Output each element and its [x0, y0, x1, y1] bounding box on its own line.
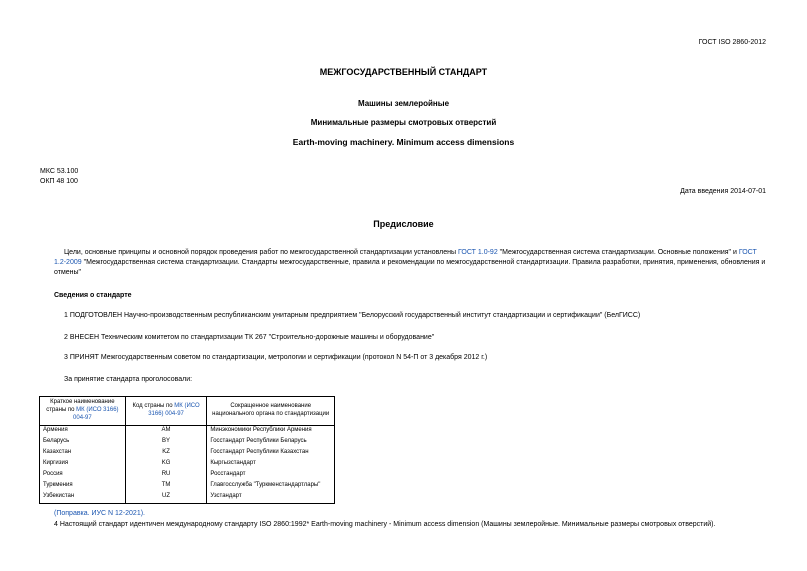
standard-info-heading: Сведения о стандарте	[54, 292, 132, 299]
body-cell: Госстандарт Республики Беларусь	[207, 437, 335, 448]
table-row	[40, 459, 335, 470]
country-cell: Россия	[40, 470, 126, 481]
title-ru-line-2: Минимальные размеры смотровых отверстий	[310, 118, 497, 127]
body-cell: Кыргызстандарт	[207, 459, 335, 470]
code-cell: BY	[125, 437, 207, 448]
code-cell: AM	[125, 426, 207, 438]
title-ru-line-1: Машины землеройные	[357, 99, 450, 108]
item-adopted: 3 ПРИНЯТ Межгосударственным советом по стандартизации, метрологии и сертификации (протокол N 54-П от 3 декабря 2012 г.)	[64, 354, 488, 361]
item-submitted: 2 ВНЕСЕН Техническим комитетом по стандартизации ТК 267 "Строительно-дорожные машины и оборудование"	[64, 334, 435, 341]
introduction-date: Дата введения 2014-07-01	[680, 188, 766, 195]
header-country-name	[40, 397, 126, 426]
table-row	[40, 470, 335, 481]
foreword-heading: Предисловие	[373, 219, 434, 229]
code-cell: UZ	[125, 492, 207, 504]
foreword-intro-paragraph	[54, 248, 770, 278]
header-standards-body: Сокращенное наименование национального органа по стандартизации	[207, 397, 335, 426]
country-cell: Киргизия	[40, 459, 126, 470]
votes-table-header-row	[40, 397, 335, 426]
code-cell: KZ	[125, 448, 207, 459]
country-cell: Казахстан	[40, 448, 126, 459]
intro-text-mid: "Межгосударственная система стандартизации. Основные положения" и	[497, 249, 739, 256]
country-cell: Беларусь	[40, 437, 126, 448]
votes-table	[39, 396, 335, 504]
body-cell: Минэкономики Республики Армения	[207, 426, 335, 438]
header-country-code	[125, 397, 207, 426]
code-cell: TM	[125, 481, 207, 492]
gost-1-2-2009-link[interactable]: ГОСТ 1.2-2009	[54, 249, 757, 267]
intro-text-after: "Межгосударственная система стандартизации. Стандарты межгосударственные, правила и рекомендации по межгосударственной стандартизации. Правила разработки, принятия, применения, обновления и отмены"	[54, 259, 766, 277]
body-cell: Главгосслужба "Туркменстандартлары"	[207, 481, 335, 492]
intro-text-before: Цели, основные принципы и основной порядок проведения работ по межгосударственной стандартизации установлены	[64, 249, 458, 256]
body-cell: Узстандарт	[207, 492, 335, 504]
table-row	[40, 426, 335, 438]
mk-iso-3166-code-link[interactable]: МК (ИСО 3166) 004-97	[148, 402, 200, 417]
okp-code: ОКП 48 100	[40, 178, 78, 185]
body-cell: Росстандарт	[207, 470, 335, 481]
title-en: Earth-moving machinery. Minimum access dimensions	[292, 137, 515, 147]
amendment-note	[54, 509, 770, 519]
table-row	[40, 437, 335, 448]
table-row	[40, 492, 335, 504]
table-row	[40, 481, 335, 492]
amendment-link[interactable]: (Поправка. ИУС N 12-2021).	[54, 510, 145, 517]
mk-iso-3166-link[interactable]: МК (ИСО 3166) 004-97	[73, 406, 119, 421]
header-country-text: Краткое наименование страны по	[46, 399, 115, 413]
item-identical-standard: 4 Настоящий стандарт идентичен международному стандарту ISO 2860:1992* Earth-moving machinery - Minimum access dimension (Машины землеройные. Минимальные размеры смотровых отверстий).	[54, 521, 716, 528]
gost-1-0-92-link[interactable]: ГОСТ 1.0-92	[457, 249, 498, 256]
body-cell: Госстандарт Республики Казахстан	[207, 448, 335, 459]
country-cell: Узбекистан	[40, 492, 126, 504]
votes-intro: За принятие стандарта проголосовали:	[64, 376, 193, 383]
standard-type-heading: МЕЖГОСУДАРСТВЕННЫЙ СТАНДАРТ	[319, 67, 488, 77]
document-code: ГОСТ ISO 2860-2012	[698, 39, 766, 46]
code-cell: KG	[125, 459, 207, 470]
header-code-text: Код страны по	[132, 402, 175, 409]
country-cell: Армения	[40, 426, 126, 438]
mks-code: МКС 53.100	[40, 168, 79, 175]
item-prepared: 1 ПОДГОТОВЛЕН Научно-производственным республиканским унитарным предприятием "Белорусский государственный институт стандартизации и сертификации" (БелГИСС)	[64, 312, 641, 319]
code-cell: RU	[125, 470, 207, 481]
table-row	[40, 448, 335, 459]
country-cell: Туркмения	[40, 481, 126, 492]
